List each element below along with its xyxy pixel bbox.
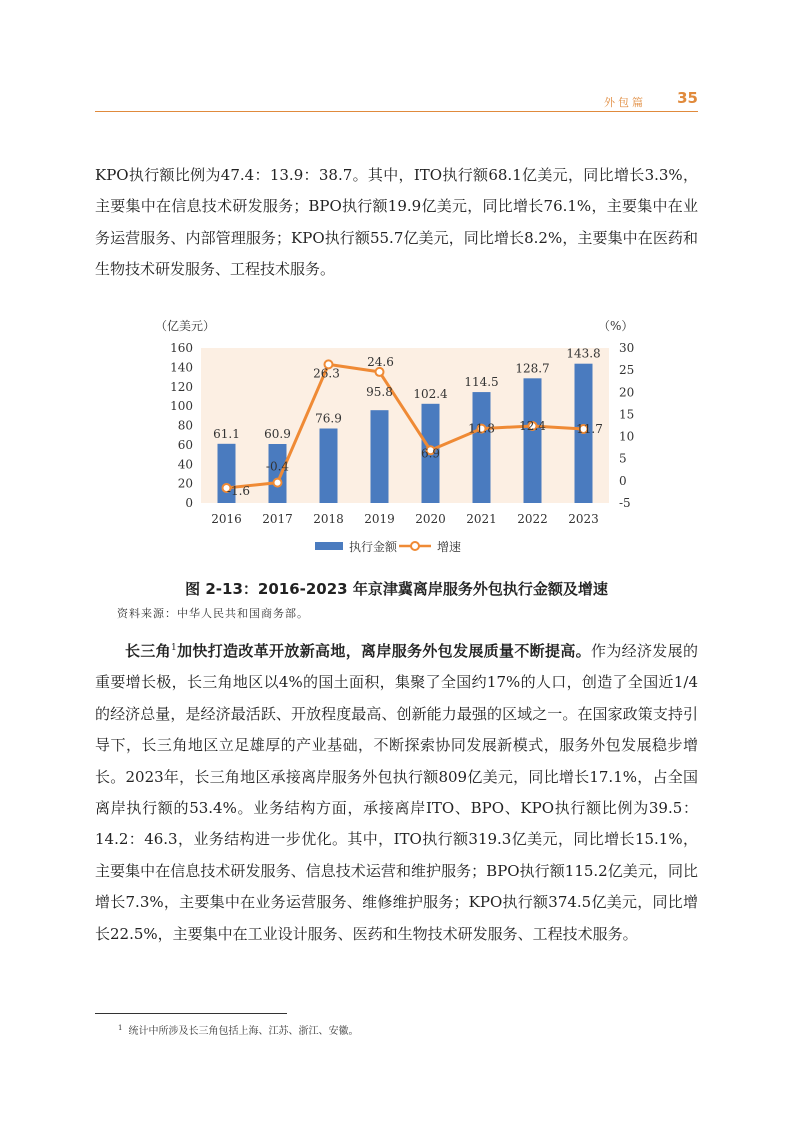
figure-source: 资料来源：中华人民共和国商务部。 (117, 607, 309, 620)
bar-line-chart (95, 312, 698, 562)
y-tick-left: 100 (170, 399, 193, 414)
bar-data-label: 60.9 (264, 427, 291, 442)
bar-data-label: 143.8 (566, 346, 601, 361)
footnote-number: 1 (118, 1023, 123, 1032)
y-tick-left: 140 (170, 360, 193, 375)
bar-data-label: 95.8 (366, 385, 393, 400)
x-tick: 2019 (364, 512, 395, 526)
y-tick-left: 0 (185, 496, 193, 510)
bar (524, 378, 542, 503)
x-tick: 2016 (211, 512, 242, 526)
header-rule (95, 111, 698, 112)
page-header (95, 88, 698, 112)
footnote-text: 统计中所涉及长三角包括上海、江苏、浙江、安徽。 (128, 1026, 359, 1037)
bar-data-label: 76.9 (315, 411, 342, 426)
legend-bar-swatch (315, 542, 343, 550)
legend-line-label: 增速 (437, 540, 462, 554)
footnote (118, 1022, 358, 1037)
line-data-label: 24.6 (367, 354, 394, 369)
line-data-label: 26.3 (313, 366, 340, 381)
paragraph-2-lead-rest: 加快打造改革开放新高地，离岸服务外包发展质量不断提高。 (176, 642, 591, 660)
paragraph-1: KPO执行额比例为47.4：13.9：38.7。其中，ITO执行额68.1亿美元，同比增长3.3%，主要集中在信息技术研发服务；BPO执行额19.9亿美元，同比增长76.1%，主要集中在业务运营服务、内部管理服务；KPO执行额55.7亿美元，同比增长8.2%，主要集中在医药和生物技术研发服务、工程技术服务。 (95, 166, 698, 279)
legend-bar-label: 执行金额 (349, 540, 398, 554)
x-tick: 2018 (313, 512, 344, 526)
bar (473, 392, 491, 503)
y-tick-right: 30 (619, 341, 635, 355)
bar-data-label: 128.7 (515, 361, 550, 376)
y-tick-left: 60 (177, 437, 193, 452)
y-tick-right: -5 (619, 496, 631, 510)
x-tick: 2017 (262, 512, 293, 526)
line-data-label: 6.9 (420, 446, 441, 461)
y-tick-left: 80 (177, 418, 193, 433)
y-tick-left: 120 (170, 379, 193, 394)
footnote-reference[interactable]: 1 (171, 643, 177, 653)
line-data-label: 12.4 (519, 418, 546, 433)
line-point (274, 479, 282, 487)
bar (320, 429, 338, 503)
figure-title: 图 2-13：2016-2023 年京津冀离岸服务外包执行金额及增速 (185, 580, 608, 598)
x-tick: 2023 (568, 512, 599, 526)
paragraph-2 (95, 636, 698, 950)
y-tick-left: 160 (170, 341, 193, 355)
x-tick: 2022 (517, 512, 548, 526)
bar (371, 410, 389, 503)
header-section-title: 外包篇 (604, 96, 646, 109)
y-tick-right: 15 (619, 407, 635, 422)
y-tick-right: 5 (619, 451, 627, 466)
y-tick-right: 0 (619, 473, 627, 488)
x-tick: 2021 (466, 512, 497, 526)
line-point (376, 368, 384, 376)
paragraph-2-lead: 长三角 (125, 642, 171, 660)
legend-line-marker (411, 542, 419, 550)
chart-svg (95, 312, 698, 562)
y-tick-right: 20 (619, 385, 635, 400)
paragraph-2-body: 作为经济发展的重要增长极，长三角地区以4%的国土面积，集聚了全国约17%的人口，创造了全国近1/4的经济总量，是经济最活跃、开放程度最高、创新能力最强的区域之一。在国家政策支持引导下，长三角地区立足雄厚的产业基础，不断探索协同发展新模式，服务外包发展稳步增长。2023年，长三角地区承接离岸服务外包执行额809亿美元，同比增长17.1%，占全国离岸执行额的53.4%。业务结构方面，承接离岸ITO、BPO、KPO执行额比例为39.5：14.2：46.3，业务结构进一步优化。其中，ITO执行额319.3亿美元，同比增长15.1%，主要集中在信息技术研发服务、信息技术运营和维护服务；BPO执行额115.2亿美元，同比增长7.3%，主要集中在业务运营服务、维修维护服务；KPO执行额374.5亿美元，同比增长22.5%，主要集中在工业设计服务、医药和生物技术研发服务、工程技术服务。 (95, 642, 698, 943)
line-data-label: -1.6 (226, 483, 251, 498)
line-data-label: -0.4 (265, 459, 290, 474)
y-tick-right: 25 (619, 363, 635, 378)
y-tick-right: 10 (619, 429, 635, 444)
bar-data-label: 114.5 (464, 375, 499, 390)
bar-data-label: 102.4 (413, 386, 448, 401)
y-axis-unit-right: （%） (598, 319, 634, 333)
bar-data-label: 61.1 (213, 426, 240, 441)
line-data-label: 11.7 (576, 422, 603, 437)
y-tick-left: 40 (177, 457, 193, 472)
y-tick-left: 20 (177, 476, 193, 491)
footnote-rule (95, 1013, 287, 1014)
page-number: 35 (677, 89, 698, 107)
x-tick: 2020 (415, 512, 446, 526)
line-data-label: 11.8 (468, 421, 495, 436)
y-axis-unit-left: （亿美元） (155, 319, 216, 333)
